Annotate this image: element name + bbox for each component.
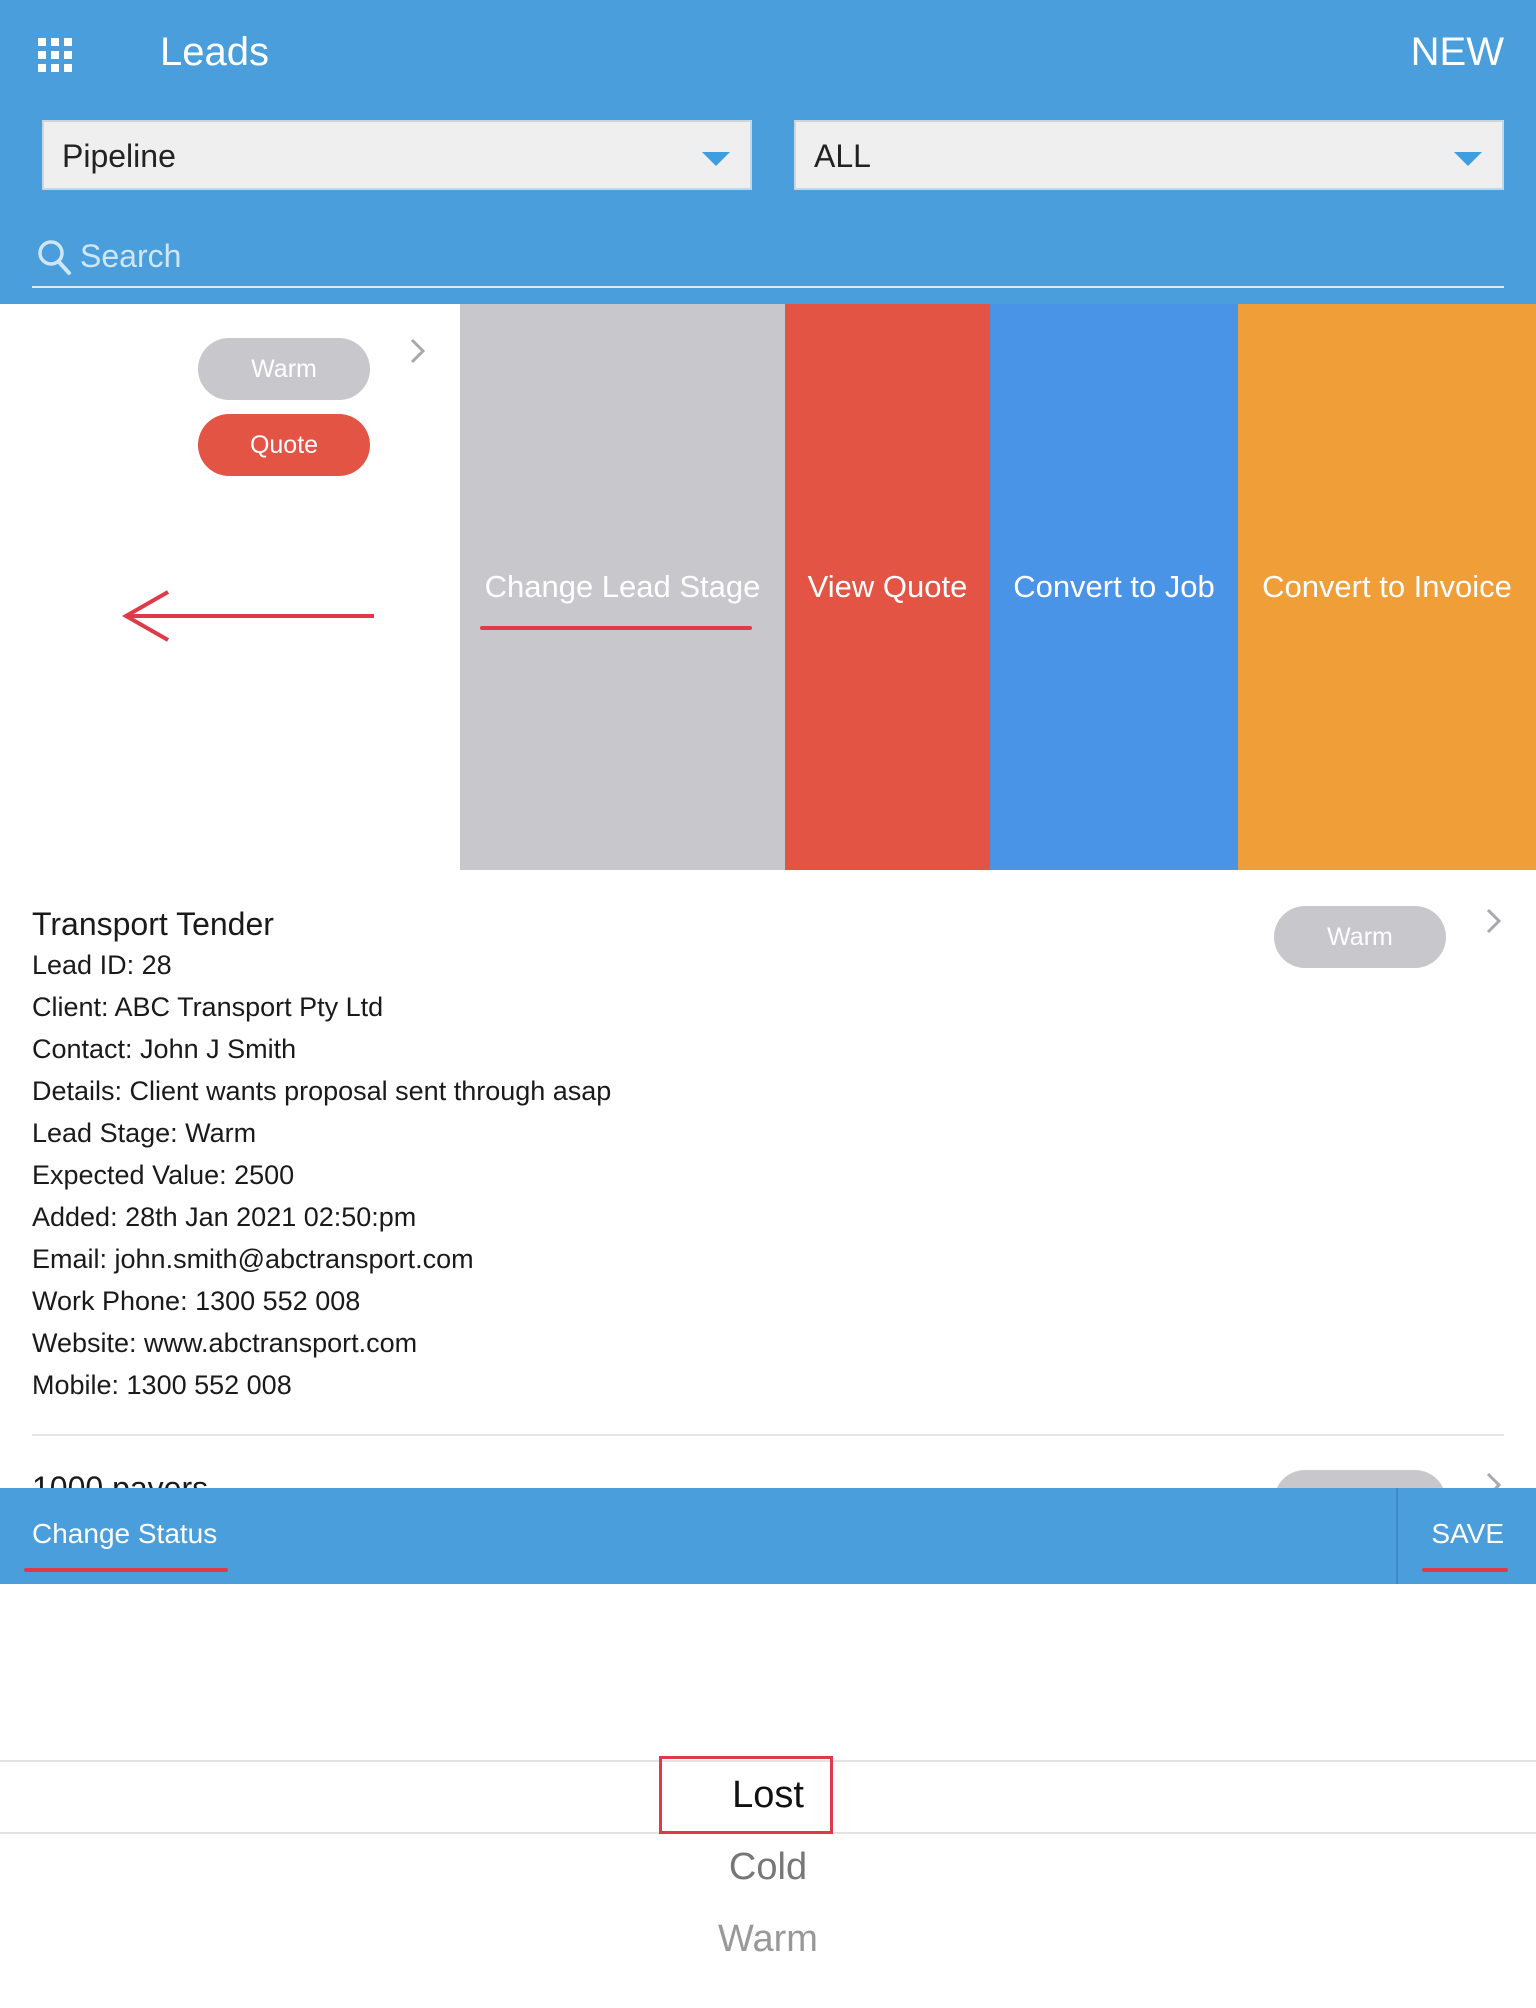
lead-contact: Contact: John J Smith xyxy=(32,1034,297,1064)
swipe-left-arrow-icon xyxy=(118,588,378,644)
convert-to-job-button[interactable] xyxy=(990,304,1238,870)
picker-option-lost[interactable]: Lost xyxy=(732,1774,804,1816)
stage-badge: Warm xyxy=(1274,906,1446,968)
swiped-lead-row[interactable] xyxy=(0,304,1536,870)
change-lead-stage-label: Change Lead Stage xyxy=(484,569,761,604)
chevron-down-icon xyxy=(1454,152,1482,166)
toolbar-separator xyxy=(1396,1488,1398,1584)
lead-id: Lead ID: 28 xyxy=(32,950,172,980)
view-quote-label: View Quote xyxy=(807,569,968,604)
lead-website: Website: www.abctransport.com xyxy=(32,1328,418,1358)
change-lead-stage-button[interactable] xyxy=(460,304,785,870)
page-title: Leads xyxy=(160,30,269,74)
convert-to-job-label: Convert to Job xyxy=(1013,569,1215,604)
chevron-down-icon xyxy=(702,152,730,166)
chevron-right-icon xyxy=(1484,906,1504,936)
apps-grid-icon[interactable] xyxy=(38,38,72,72)
convert-to-invoice-label: Convert to Invoice xyxy=(1262,569,1512,604)
quote-badge: Quote xyxy=(198,414,370,476)
annotation-underline xyxy=(480,626,752,630)
new-lead-button[interactable]: NEW xyxy=(1410,30,1504,74)
pipeline-dropdown-value: Pipeline xyxy=(62,138,176,174)
lead-mobile: Mobile: 1300 552 008 xyxy=(32,1370,292,1400)
lead-details: Details: Client wants proposal sent through asap xyxy=(32,1076,612,1106)
annotation-underline xyxy=(1422,1568,1508,1572)
view-quote-button[interactable] xyxy=(785,304,990,870)
lead-work-phone: Work Phone: 1300 552 008 xyxy=(32,1286,361,1316)
lead-added: Added: 28th Jan 2021 02:50:pm xyxy=(32,1202,417,1232)
search-placeholder: Search xyxy=(80,238,182,274)
stage-badge: Warm xyxy=(198,338,370,400)
lead-email: Email: john.smith@abctransport.com xyxy=(32,1244,474,1274)
search-icon xyxy=(36,238,72,278)
annotation-underline xyxy=(24,1568,228,1572)
status-picker[interactable] xyxy=(0,1584,1536,2008)
pipeline-dropdown[interactable] xyxy=(42,120,752,190)
convert-to-invoice-button[interactable] xyxy=(1238,304,1536,870)
lead-expected-value: Expected Value: 2500 xyxy=(32,1160,295,1190)
search-input[interactable] xyxy=(32,228,1504,288)
save-button[interactable]: SAVE xyxy=(1431,1518,1504,1549)
picker-option-cold[interactable]: Cold xyxy=(728,1846,808,1888)
list-divider xyxy=(32,1434,1504,1436)
annotation-selection-box xyxy=(659,1756,833,1834)
filter-all-dropdown[interactable] xyxy=(794,120,1504,190)
filter-all-dropdown-value: ALL xyxy=(814,138,871,174)
app-header xyxy=(0,0,1536,304)
picker-option-warm[interactable]: Warm xyxy=(718,1918,818,1960)
lead-name: Transport Tender xyxy=(32,906,274,942)
lead-client: Client: ABC Transport Pty Ltd xyxy=(32,992,384,1022)
lead-stage: Lead Stage: Warm xyxy=(32,1118,257,1148)
chevron-right-icon xyxy=(408,336,428,366)
change-status-title: Change Status xyxy=(32,1518,218,1549)
change-status-toolbar xyxy=(0,1488,1536,1584)
